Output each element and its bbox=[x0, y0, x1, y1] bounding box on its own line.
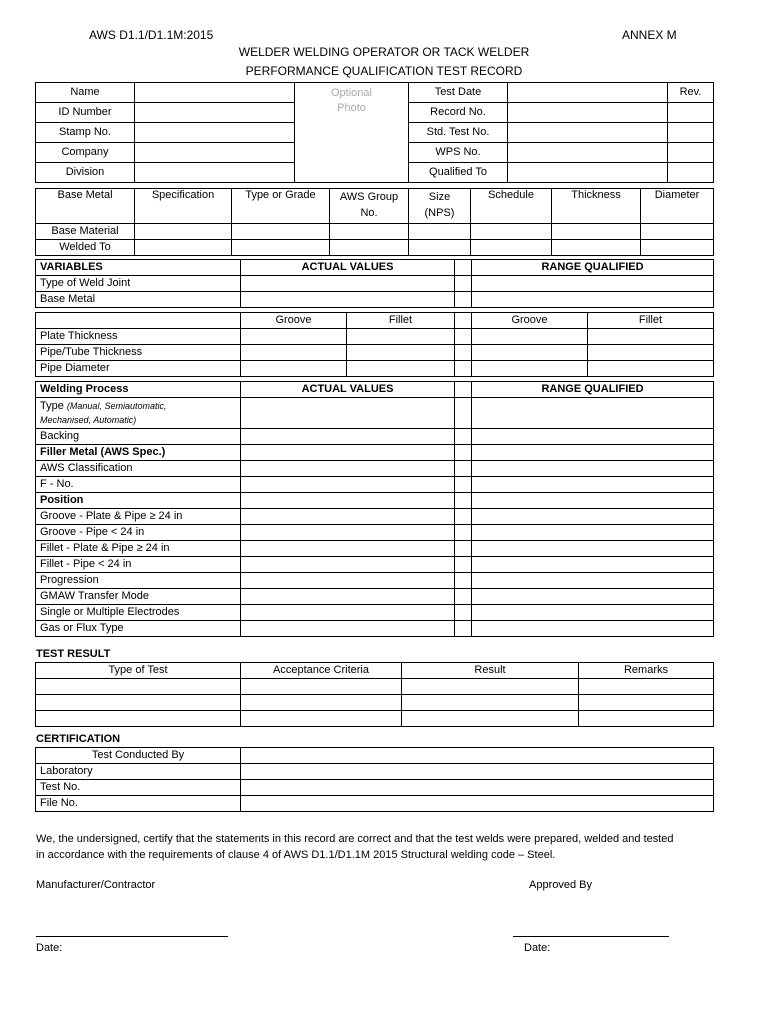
size-header: Size (NPS) bbox=[409, 189, 471, 224]
process-row-label: Backing bbox=[36, 429, 241, 445]
test-no-label: Test No. bbox=[36, 780, 241, 796]
stamp-field[interactable] bbox=[135, 123, 295, 143]
rev-field[interactable] bbox=[668, 103, 714, 123]
record-no-label: Record No. bbox=[409, 103, 508, 123]
test-date-label: Test Date bbox=[409, 83, 508, 103]
record-no-field[interactable] bbox=[508, 103, 668, 123]
pipe-thickness-label: Pipe/Tube Thickness bbox=[36, 345, 241, 361]
approved-by-label: Approved By bbox=[529, 879, 592, 891]
manufacturer-date-label: Date: bbox=[36, 942, 63, 954]
type-grade-header: Type or Grade bbox=[232, 189, 330, 224]
process-row-label: Fillet - Pipe < 24 in bbox=[36, 557, 241, 573]
process-row-label: Position bbox=[36, 493, 241, 509]
process-row-label: Gas or Flux Type bbox=[36, 621, 241, 637]
rev-label: Rev. bbox=[668, 83, 714, 103]
certification-heading: CERTIFICATION bbox=[36, 733, 121, 745]
stamp-label: Stamp No. bbox=[36, 123, 135, 143]
base-material-label: Base Material bbox=[36, 224, 135, 240]
thickness-header: Thickness bbox=[552, 189, 641, 224]
actual-values-header: ACTUAL VALUES bbox=[241, 260, 455, 276]
test-result-table bbox=[35, 662, 714, 727]
std-test-label: Std. Test No. bbox=[409, 123, 508, 143]
annex-label: ANNEX M bbox=[622, 28, 677, 42]
diameter-header: Diameter bbox=[641, 189, 714, 224]
process-row-label: Progression bbox=[36, 573, 241, 589]
range-fillet-header: Fillet bbox=[588, 313, 714, 329]
qualified-to-field[interactable] bbox=[508, 163, 668, 183]
laboratory-label: Laboratory bbox=[36, 764, 241, 780]
process-range-header: RANGE QUALIFIED bbox=[472, 382, 714, 398]
division-field[interactable] bbox=[135, 163, 295, 183]
manufacturer-label: Manufacturer/Contractor bbox=[36, 879, 156, 891]
range-qualified-header: RANGE QUALIFIED bbox=[472, 260, 714, 276]
process-row-label: Fillet - Plate & Pipe ≥ 24 in bbox=[36, 541, 241, 557]
groove-header: Groove bbox=[241, 313, 347, 329]
base-metal-header: Base Metal bbox=[36, 189, 135, 224]
type-of-test-header: Type of Test bbox=[36, 663, 241, 679]
process-row-label: GMAW Transfer Mode bbox=[36, 589, 241, 605]
process-row-label: Groove - Plate & Pipe ≥ 24 in bbox=[36, 509, 241, 525]
remarks-header: Remarks bbox=[579, 663, 714, 679]
specification-header: Specification bbox=[135, 189, 232, 224]
approver-date-label: Date: bbox=[524, 942, 551, 954]
welding-process-table bbox=[35, 381, 714, 637]
process-row-label: Groove - Pipe < 24 in bbox=[36, 525, 241, 541]
process-actual-header: ACTUAL VALUES bbox=[241, 382, 455, 398]
test-conducted-by-label: Test Conducted By bbox=[36, 748, 241, 764]
optional-photo: Optional Photo bbox=[295, 83, 409, 183]
approver-signature-line[interactable] bbox=[513, 936, 669, 937]
fillet-header: Fillet bbox=[347, 313, 455, 329]
var-base-metal-label: Base Metal bbox=[36, 292, 241, 308]
base-metal-table bbox=[35, 188, 714, 256]
std-test-field[interactable] bbox=[508, 123, 668, 143]
standard-reference: AWS D1.1/D1.1M:2015 bbox=[89, 28, 214, 42]
welding-process-header: Welding Process bbox=[36, 382, 241, 398]
name-label: Name bbox=[36, 83, 135, 103]
process-type-label: Type (Manual, Semiautomatic, Mechanised, Automatic) bbox=[36, 398, 241, 429]
form-subtitle: PERFORMANCE QUALIFICATION TEST RECORD bbox=[245, 64, 523, 78]
wps-field[interactable] bbox=[508, 143, 668, 163]
schedule-header: Schedule bbox=[471, 189, 552, 224]
welded-to-label: Welded To bbox=[36, 240, 135, 256]
process-row-label: AWS Classification bbox=[36, 461, 241, 477]
id-number-field[interactable] bbox=[135, 103, 295, 123]
name-field[interactable] bbox=[135, 83, 295, 103]
process-row-label: Single or Multiple Electrodes bbox=[36, 605, 241, 621]
process-row-label: F - No. bbox=[36, 477, 241, 493]
file-no-label: File No. bbox=[36, 796, 241, 812]
result-header: Result bbox=[402, 663, 579, 679]
qualified-to-label: Qualified To bbox=[409, 163, 508, 183]
id-number-label: ID Number bbox=[36, 103, 135, 123]
company-label: Company bbox=[36, 143, 135, 163]
certification-table bbox=[35, 747, 714, 812]
acceptance-criteria-header: Acceptance Criteria bbox=[241, 663, 402, 679]
aws-group-header: AWS Group No. bbox=[330, 189, 409, 224]
test-result-heading: TEST RESULT bbox=[36, 648, 111, 660]
form-title: WELDER WELDING OPERATOR OR TACK WELDER bbox=[238, 45, 530, 59]
variables-table bbox=[35, 259, 714, 377]
pipe-diameter-label: Pipe Diameter bbox=[36, 361, 241, 377]
division-label: Division bbox=[36, 163, 135, 183]
variables-header: VARIABLES bbox=[36, 260, 241, 276]
identification-table bbox=[35, 82, 714, 183]
range-groove-header: Groove bbox=[472, 313, 588, 329]
manufacturer-signature-line[interactable] bbox=[36, 936, 228, 937]
wps-label: WPS No. bbox=[409, 143, 508, 163]
test-date-field[interactable] bbox=[508, 83, 668, 103]
plate-thickness-label: Plate Thickness bbox=[36, 329, 241, 345]
company-field[interactable] bbox=[135, 143, 295, 163]
certification-statement: We, the undersigned, certify that the statements in this record are correct and that the test welds were prepared, welded and tested in accordance with the requirements of clause 4 of AWS D1.1/D1.1M 2015 Structural welding code – Steel. bbox=[36, 833, 674, 861]
process-row-label: Filler Metal (AWS Spec.) bbox=[36, 445, 241, 461]
weld-joint-label: Type of Weld Joint bbox=[36, 276, 241, 292]
